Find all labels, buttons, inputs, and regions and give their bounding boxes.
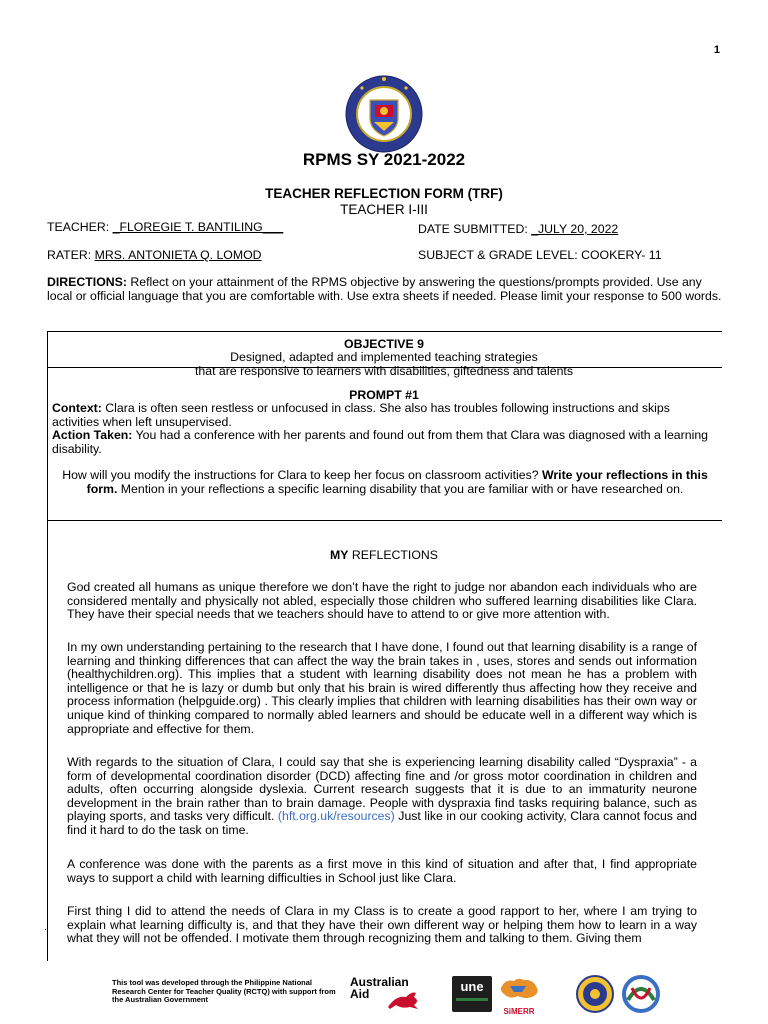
prompt-question [50, 469, 720, 496]
objective-heading: OBJECTIVE 9 [344, 337, 424, 351]
smerr-logo [496, 976, 542, 1016]
source-link[interactable]: (hft.org.uk/resources) [277, 809, 395, 824]
directions-label: DIRECTIONS: [47, 275, 127, 289]
action-taken [52, 429, 720, 456]
subject-label: SUBJECT & GRADE LEVEL: [418, 248, 578, 262]
date-value: _JULY 20, 2022 [531, 222, 619, 236]
reflection-paragraph-5: First thing I did to attend the needs of Clara in my Class is to create a good rapport to her, where I am trying to explain what learning difficulty is, and that they have their own different way or helping them how to learn in a way what they will not be offended. I motivate them through recognizing them and talking to them. Giving them [67, 904, 697, 946]
reflection-paragraph-2: In my own understanding pertaining to the research that I have done, I found out that learning disability is a range of learning and thinking differences that can affect the way the brain takes in , uses, stores and sends out information (healthychildren.org). This implies that a student with learning disability does not mean he has a problem with intelligence or that he is lazy or dumb but only that his brain is wired differently thus affecting how they receive and process information (helpguide.org) . This clearly implies that children with learning disabilities has their own way or unique kind of thinking compared to normally abled learners and should be educate well in a different way which is appropriate and effective for them. [67, 640, 697, 736]
reflection-paragraph-4: A conference was done with the parents as a first move in this kind of situation and after that, I find appropriate ways to support a child with learning difficulties in School just like Clara. [67, 857, 697, 885]
p3-start: With regards to the situation of Clara, I could say that she is experiencing learning disability called “Dyspraxia” - a form of developmental coordination disorder (DCD) affecting fine and /or gross motor coordination in children and adults, often occurring alongside dyslexia. Current research suggests that it is due to an immaturity neurone development in the brain rather than to brain damage. People with dyspraxia find tasks requiring balance, such as playing sports, and tasks very difficult. [67, 755, 697, 824]
reflections-title [0, 548, 768, 562]
reflection-paragraph-1: God created all humans as unique therefore we don’t have the right to judge nor abandon each individuals who are considered mentally and physically not abled, especially those children who suffered learning disabilities like Clara. They have their special needs that we teachers should have to attend to or give more attention with. [67, 580, 697, 622]
action-text: You had a conference with her parents and found out from them that Clara was diagnosed with a learning disability. [52, 428, 708, 456]
une-label: une [460, 979, 484, 994]
subject-value: COOKERY- 11 [581, 248, 662, 262]
context-label: Context: [52, 401, 102, 415]
divider [47, 331, 722, 332]
une-logo [452, 976, 492, 1012]
rater-field [47, 248, 262, 262]
divider [47, 520, 722, 521]
p3-end: Just like in our cooking activity, Clara cannot focus and find it hard to do the task on time. [67, 809, 697, 837]
reflection-paragraph-3 [67, 756, 697, 838]
divider [47, 521, 48, 961]
aus-aid-line-1: Australian [350, 975, 409, 989]
rater-label: RATER: [47, 248, 92, 262]
prompt-heading: PROMPT #1 [349, 388, 419, 402]
action-label: Action Taken: [52, 428, 133, 442]
directions-text: Reflect on your attainment of the RPMS objective by answering the questions/prompts provided. Use any local or official language that you are comfortable with. Use extra sheets if needed. Please limit your response to 500 words. [47, 275, 722, 303]
context [52, 402, 720, 429]
australian-aid-logo [350, 976, 428, 1012]
question-start: How will you modify the instructions for Clara to keep her focus on classroom activities? [62, 468, 542, 482]
page-number: 1 [713, 44, 720, 56]
kangaroo-icon [384, 989, 424, 1011]
bullet-mark: . [44, 922, 47, 933]
australia-map-icon [496, 976, 542, 1002]
objective-line-1: Designed, adapted and implemented teaching strategies [230, 350, 538, 364]
deped-swirl-logo-icon [620, 974, 662, 1014]
date-field [418, 222, 618, 236]
teacher-field [47, 220, 283, 234]
deped-seal-icon [344, 74, 424, 154]
directions [47, 276, 723, 303]
reflections-title-rest: REFLECTIONS [348, 548, 438, 562]
rater-value: MRS. ANTONIETA Q. LOMOD [94, 248, 262, 262]
teacher-label: TEACHER: [47, 220, 110, 234]
form-title: TEACHER REFLECTION FORM (TRF) [265, 186, 503, 201]
aus-aid-line-2: Aid [350, 987, 370, 1001]
reflections-title-bold: MY [330, 548, 349, 562]
subject-field [418, 248, 662, 262]
form-level: TEACHER I-III [340, 202, 428, 217]
footer-credit: This tool was developed through the Philippine National Research Center for Teacher Quality (RCTQ) with support from the Australian Government [112, 978, 336, 1004]
context-text: Clara is often seen restless or unfocused in class. She also has troubles following instructions and skips activities when left unsupervised. [52, 401, 670, 429]
date-label: DATE SUBMITTED: [418, 222, 528, 236]
smerr-label: SiMERR [503, 1007, 535, 1016]
question-end: Mention in your reflections a specific learning disability that you are familiar with or have researched on. [117, 481, 684, 496]
question-bold: Write your reflections in this form. [86, 468, 708, 496]
page-title: RPMS SY 2021-2022 [302, 150, 466, 169]
objective-line-2: that are responsive to learners with disabilities, giftedness and talents [195, 364, 573, 378]
teacher-value: _FLOREGIE T. BANTILING___ [112, 220, 284, 234]
rctq-seal-icon [574, 974, 616, 1014]
